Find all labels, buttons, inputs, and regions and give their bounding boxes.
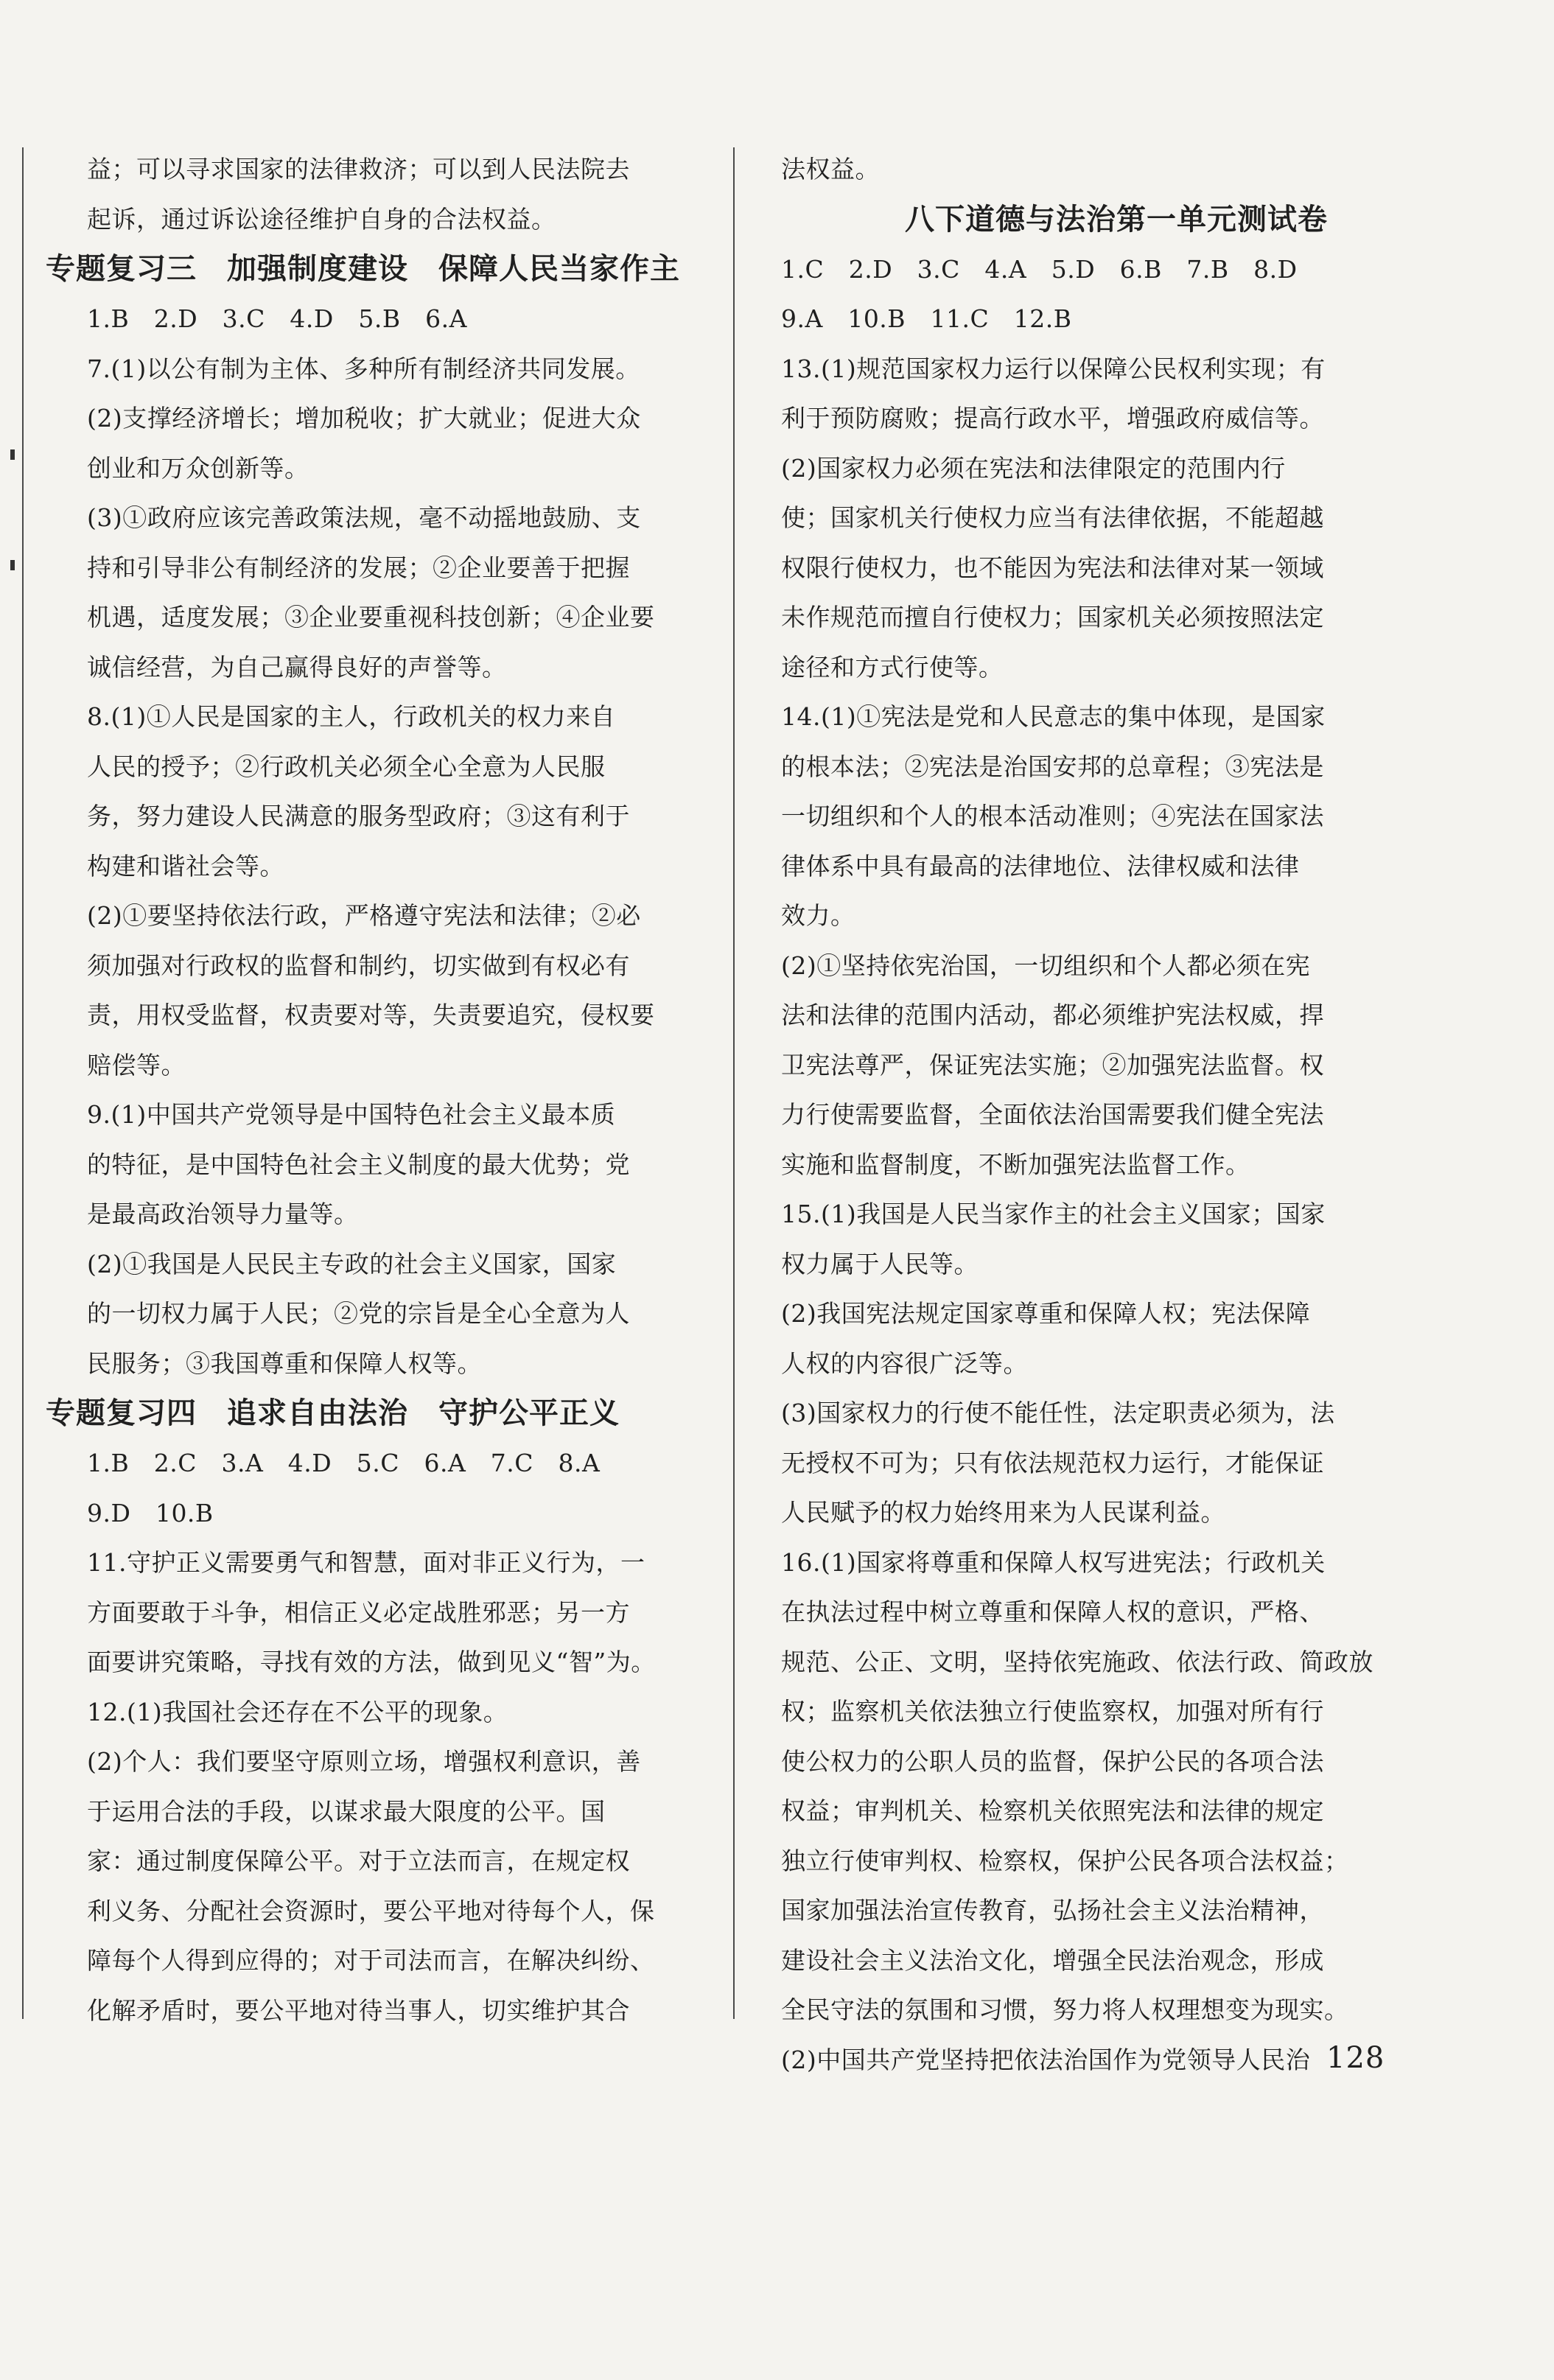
right-text-line: 权限行使权力，也不能因为宪法和法律对某一领域 — [781, 553, 1324, 582]
right-text-line: 效力。 — [781, 901, 855, 930]
right-text-line: 途径和方式行使等。 — [781, 652, 1004, 682]
right-text-line: 的根本法；②宪法是治国安邦的总章程；③宪法是 — [781, 752, 1324, 781]
left-text-line: 益；可以寻求国家的法律救济；可以到人民法院去 — [87, 155, 630, 183]
left-text-line: 方面要敢于斗争，相信正义必定战胜邪恶；另一方 — [87, 1597, 630, 1627]
right-text-line: 全民守法的氛围和习惯，努力将人权理想变为现实。 — [781, 1995, 1349, 2024]
left-text-line: 利义务、分配社会资源时，要公平地对待每个人，保 — [87, 1896, 655, 1925]
left-text-line: 的一切权力属于人民；②党的宗旨是全心全意为人 — [87, 1299, 630, 1328]
left-text-line: 9.(1)中国共产党领导是中国特色社会主义最本质 — [87, 1100, 616, 1129]
right-text-line: 14.(1)①宪法是党和人民意志的集中体现，是国家 — [781, 702, 1326, 731]
right-text-line: 1.C 2.D 3.C 4.A 5.D 6.B 7.B 8.D — [781, 254, 1298, 284]
left-text-line: 责，用权受监督，权责要对等，失责要追究，侵权要 — [87, 1001, 655, 1029]
left-text-line: 面要讲究策略，寻找有效的方法，做到见义“智”为。 — [87, 1648, 656, 1676]
left-text-line: 1.B 2.D 3.C 4.D 5.B 6.A — [87, 304, 467, 333]
section-heading: 专题复习四 追求自由法治 守护公平正义 — [46, 1396, 620, 1430]
binding-mark — [10, 560, 15, 570]
left-text-line: 创业和万众创新等。 — [87, 453, 309, 483]
column-divider — [733, 147, 735, 2019]
left-text-line: 务，努力建设人民满意的服务型政府；③这有利于 — [87, 802, 630, 830]
right-text-line: 人民赋予的权力始终用来为人民谋利益。 — [781, 1498, 1225, 1527]
right-text-line: (2)中国共产党坚持把依法治国作为党领导人民治 — [781, 2045, 1311, 2074]
right-text-line: 一切组织和个人的根本活动准则；④宪法在国家法 — [781, 802, 1324, 830]
left-text-line: 诚信经营，为自己赢得良好的声誉等。 — [87, 652, 507, 682]
left-text-line: 人民的授予；②行政机关必须全心全意为人民服 — [87, 752, 606, 781]
left-text-line: (2)支撑经济增长；增加税收；扩大就业；促进大众 — [87, 404, 641, 433]
left-text-line: (2)①要坚持依法行政，严格遵守宪法和法律；②必 — [87, 901, 641, 930]
left-text-line: 1.B 2.C 3.A 4.D 5.C 6.A 7.C 8.A — [87, 1449, 601, 1477]
right-text-line: 独立行使审判权、检察权，保护公民各项合法权益； — [781, 1846, 1349, 1875]
left-text-line: (3)①政府应该完善政策法规，毫不动摇地鼓励、支 — [87, 503, 641, 532]
left-text-line: 民服务；③我国尊重和保障人权等。 — [87, 1348, 482, 1378]
left-text-line: 起诉，通过诉讼途径维护自身的合法权益。 — [87, 204, 556, 234]
left-margin-rule — [22, 147, 24, 2019]
left-text-line: 是最高政治领导力量等。 — [87, 1200, 359, 1228]
right-text-line: 律体系中具有最高的法律地位、法律权威和法律 — [781, 851, 1300, 881]
right-text-line: 9.A 10.B 11.C 12.B — [781, 304, 1072, 333]
left-text-line: 于运用合法的手段，以谋求最大限度的公平。国 — [87, 1796, 606, 1826]
section-heading: 八下道德与法治第一单元测试卷 — [905, 202, 1328, 237]
left-text-line: 9.D 10.B — [87, 1498, 214, 1527]
right-text-line: 实施和监督制度，不断加强宪法监督工作。 — [781, 1149, 1250, 1179]
right-text-line: 权力属于人民等。 — [781, 1249, 979, 1278]
right-text-line: 权；监察机关依法独立行使监察权，加强对所有行 — [781, 1697, 1324, 1726]
right-text-line: (2)国家权力必须在宪法和法律限定的范围内行 — [781, 453, 1286, 483]
right-text-line: 建设社会主义法治文化，增强全民法治观念，形成 — [781, 1945, 1324, 1975]
right-text-line: 无授权不可为；只有依法规范权力运行，才能保证 — [781, 1448, 1324, 1477]
left-text-line: 机遇，适度发展；③企业要重视科技创新；④企业要 — [87, 603, 655, 631]
right-text-line: 在执法过程中树立尊重和保障人权的意识，严格、 — [781, 1597, 1324, 1626]
left-text-line: 11.守护正义需要勇气和智慧，面对非正义行为，一 — [87, 1548, 645, 1577]
left-text-line: (2)①我国是人民民主专政的社会主义国家，国家 — [87, 1249, 617, 1278]
right-text-line: 13.(1)规范国家权力运行以保障公民权利实现；有 — [781, 354, 1326, 383]
section-heading: 专题复习三 加强制度建设 保障人民当家作主 — [46, 252, 680, 286]
right-text-line: 权益；审判机关、检察机关依照宪法和法律的规定 — [781, 1796, 1324, 1825]
left-text-line: 须加强对行政权的监督和制约，切实做到有权必有 — [87, 951, 630, 980]
left-text-line: 化解矛盾时，要公平地对待当事人，切实维护其合 — [87, 1995, 630, 2025]
right-text-line: 利于预防腐败；提高行政水平，增强政府威信等。 — [781, 404, 1324, 433]
right-text-line: 未作规范而擅自行使权力；国家机关必须按照法定 — [781, 603, 1324, 631]
right-text-line: (3)国家权力的行使不能任性，法定职责必须为，法 — [781, 1399, 1335, 1427]
right-text-line: 法和法律的范围内活动，都必须维护宪法权威，捍 — [781, 1001, 1324, 1029]
left-text-line: 构建和谐社会等。 — [87, 851, 284, 881]
page-number: 128 — [1326, 2041, 1385, 2075]
left-text-line: 8.(1)①人民是国家的主人，行政机关的权力来自 — [87, 702, 616, 731]
left-text-line: 持和引导非公有制经济的发展；②企业要善于把握 — [87, 553, 630, 582]
left-text-line: (2)个人：我们要坚守原则立场，增强权利意识，善 — [87, 1747, 641, 1776]
binding-mark — [10, 449, 15, 460]
right-text-line: 使；国家机关行使权力应当有法律依据，不能超越 — [781, 503, 1324, 532]
left-text-line: 的特征，是中国特色社会主义制度的最大优势；党 — [87, 1149, 630, 1179]
left-column — [46, 144, 718, 2035]
left-text-line: 障每个人得到应得的；对于司法而言，在解决纠纷、 — [87, 1946, 655, 1975]
right-text-line: 法权益。 — [781, 155, 880, 183]
right-text-line: 规范、公正、文明，坚持依宪施政、依法行政、简政放 — [781, 1647, 1373, 1676]
right-text-line: 国家加强法治宣传教育，弘扬社会主义法治精神， — [781, 1896, 1324, 1925]
right-text-line: 卫宪法尊严，保证宪法实施；②加强宪法监督。权 — [781, 1050, 1324, 1079]
left-text-line: 赔偿等。 — [87, 1050, 186, 1079]
left-text-line: 家：通过制度保障公平。对于立法而言，在规定权 — [87, 1847, 630, 1875]
right-text-line: 15.(1)我国是人民当家作主的社会主义国家；国家 — [781, 1200, 1326, 1228]
left-text-line: 12.(1)我国社会还存在不公平的现象。 — [87, 1697, 508, 1726]
right-text-line: 使公权力的公职人员的监督，保护公民的各项合法 — [781, 1746, 1324, 1776]
right-column — [781, 144, 1452, 2085]
right-text-line: 力行使需要监督，全面依法治国需要我们健全宪法 — [781, 1100, 1324, 1129]
right-text-line: (2)我国宪法规定国家尊重和保障人权；宪法保障 — [781, 1299, 1311, 1328]
right-text-line: 人权的内容很广泛等。 — [781, 1348, 1028, 1378]
left-text-line: 7.(1)以公有制为主体、多种所有制经济共同发展。 — [87, 354, 640, 383]
right-text-line: 16.(1)国家将尊重和保障人权写进宪法；行政机关 — [781, 1547, 1326, 1577]
right-text-line: (2)①坚持依宪治国，一切组织和个人都必须在宪 — [781, 951, 1311, 980]
